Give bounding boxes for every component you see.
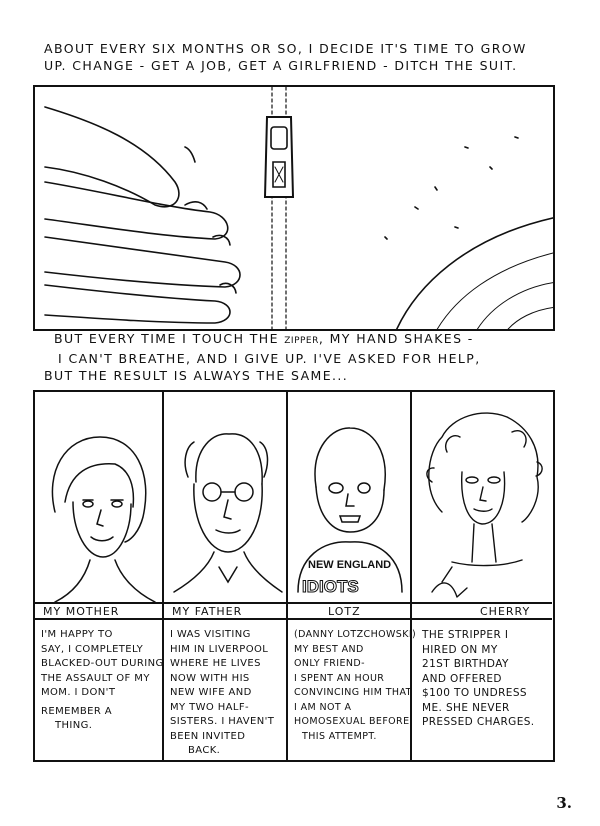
panel-text-line: THIS ATTEMPT. [302, 730, 377, 742]
panel-text-line: HIM IN LIVERPOOL [170, 643, 269, 655]
panel-text-line: BACK. [188, 745, 221, 756]
mother-drawing [35, 392, 160, 602]
panel-text [170, 628, 282, 759]
panel-text-line: I WAS VISITING [170, 629, 251, 640]
panel-text-line: THE ASSAULT OF MY [41, 672, 150, 684]
panel-text-line: ME. SHE NEVER [422, 701, 510, 714]
panel-text-line: I AM NOT A [294, 701, 352, 713]
panel-text-line: SISTERS. I HAVEN'T [170, 716, 275, 727]
panel-text-line: BEEN INVITED [170, 730, 246, 742]
caption-segment: BUT EVERY TIME I TOUCH THE [54, 331, 285, 346]
panel-text-line: CONVINCING HIM THAT [294, 687, 412, 698]
panel-text-line: PRESSED CHARGES. [422, 716, 535, 728]
caption-line: BUT THE RESULT IS ALWAYS THE SAME... [44, 368, 349, 383]
lotz-drawing [288, 392, 410, 602]
panel-text-line: I SPENT AN HOUR [294, 672, 385, 684]
panel-text-line: AND OFFERED [422, 672, 502, 685]
panel-text-line: MY TWO HALF- [170, 701, 250, 713]
panel-text-line: REMEMBER A [41, 705, 112, 717]
character-grid [33, 390, 555, 762]
page-number: 3. [556, 794, 572, 812]
panel-text-line: WHERE HE LIVES [170, 658, 261, 669]
panel-text-line: HOMOSEXUAL BEFORE [294, 716, 410, 727]
panel-name: MY MOTHER [35, 602, 162, 620]
zipper-panel [33, 85, 555, 331]
top-caption [44, 40, 564, 74]
shirt-text-bottom: IDIOTS [302, 577, 359, 596]
panel-name: CHERRY [412, 602, 552, 620]
panel-name: LOTZ [288, 602, 410, 620]
caption-line: I CAN'T BREATHE, AND I GIVE UP. I'VE ASKED FOR HELP, [58, 351, 481, 366]
father-drawing [164, 392, 286, 602]
panel-text-line: ONLY FRIEND- [294, 658, 365, 669]
cherry-drawing [412, 392, 552, 602]
panel-text-line: MY BEST AND [294, 643, 364, 655]
father-portrait [164, 392, 286, 602]
panel-text-line: 21ST BIRTHDAY [422, 658, 509, 670]
panel-mother [35, 392, 162, 760]
panel-text [41, 628, 164, 734]
panel-text-line: $100 TO UNDRESS [422, 687, 527, 699]
lotz-portrait [288, 392, 410, 602]
caption-zipper-word: ZIPPER [284, 336, 319, 346]
panel-text-line: NEW WIFE AND [170, 687, 252, 698]
panel-text-line: MOM. I DON'T [41, 687, 116, 698]
caption-line: UP. CHANGE - GET A JOB, GET A GIRLFRIEND - DITCH THE SUIT. [44, 58, 518, 73]
panel-text [294, 628, 417, 744]
panel-text-line: (DANNY LOTZCHOWSKI) [294, 629, 417, 640]
panel-text-line: THE STRIPPER I [422, 629, 509, 641]
panel-text-line: HIRED ON MY [422, 643, 498, 656]
caption-line [44, 330, 564, 350]
panel-text-line: SAY, I COMPLETELY [41, 643, 144, 655]
panel-lotz [286, 392, 417, 760]
panel-text [422, 628, 548, 730]
hand-zipper-illustration [35, 87, 555, 331]
panel-name: MY FATHER [164, 602, 286, 620]
caption-line: ABOUT EVERY SIX MONTHS OR SO, I DECIDE IT'S TIME TO GROW [44, 41, 527, 56]
panel-text-line: BLACKED-OUT DURING [41, 658, 164, 669]
middle-caption [44, 330, 564, 384]
panel-text-line: I'M HAPPY TO [41, 629, 113, 640]
cherry-portrait [412, 392, 552, 602]
panel-text-line: NOW WITH HIS [170, 672, 250, 684]
caption-segment: , MY HAND SHAKES - [318, 331, 474, 346]
panel-father [162, 392, 286, 760]
panel-text-line: THING. [55, 720, 93, 731]
panel-cherry [410, 392, 552, 760]
shirt-text-top: NEW ENGLAND [308, 559, 392, 571]
mother-portrait [35, 392, 162, 602]
